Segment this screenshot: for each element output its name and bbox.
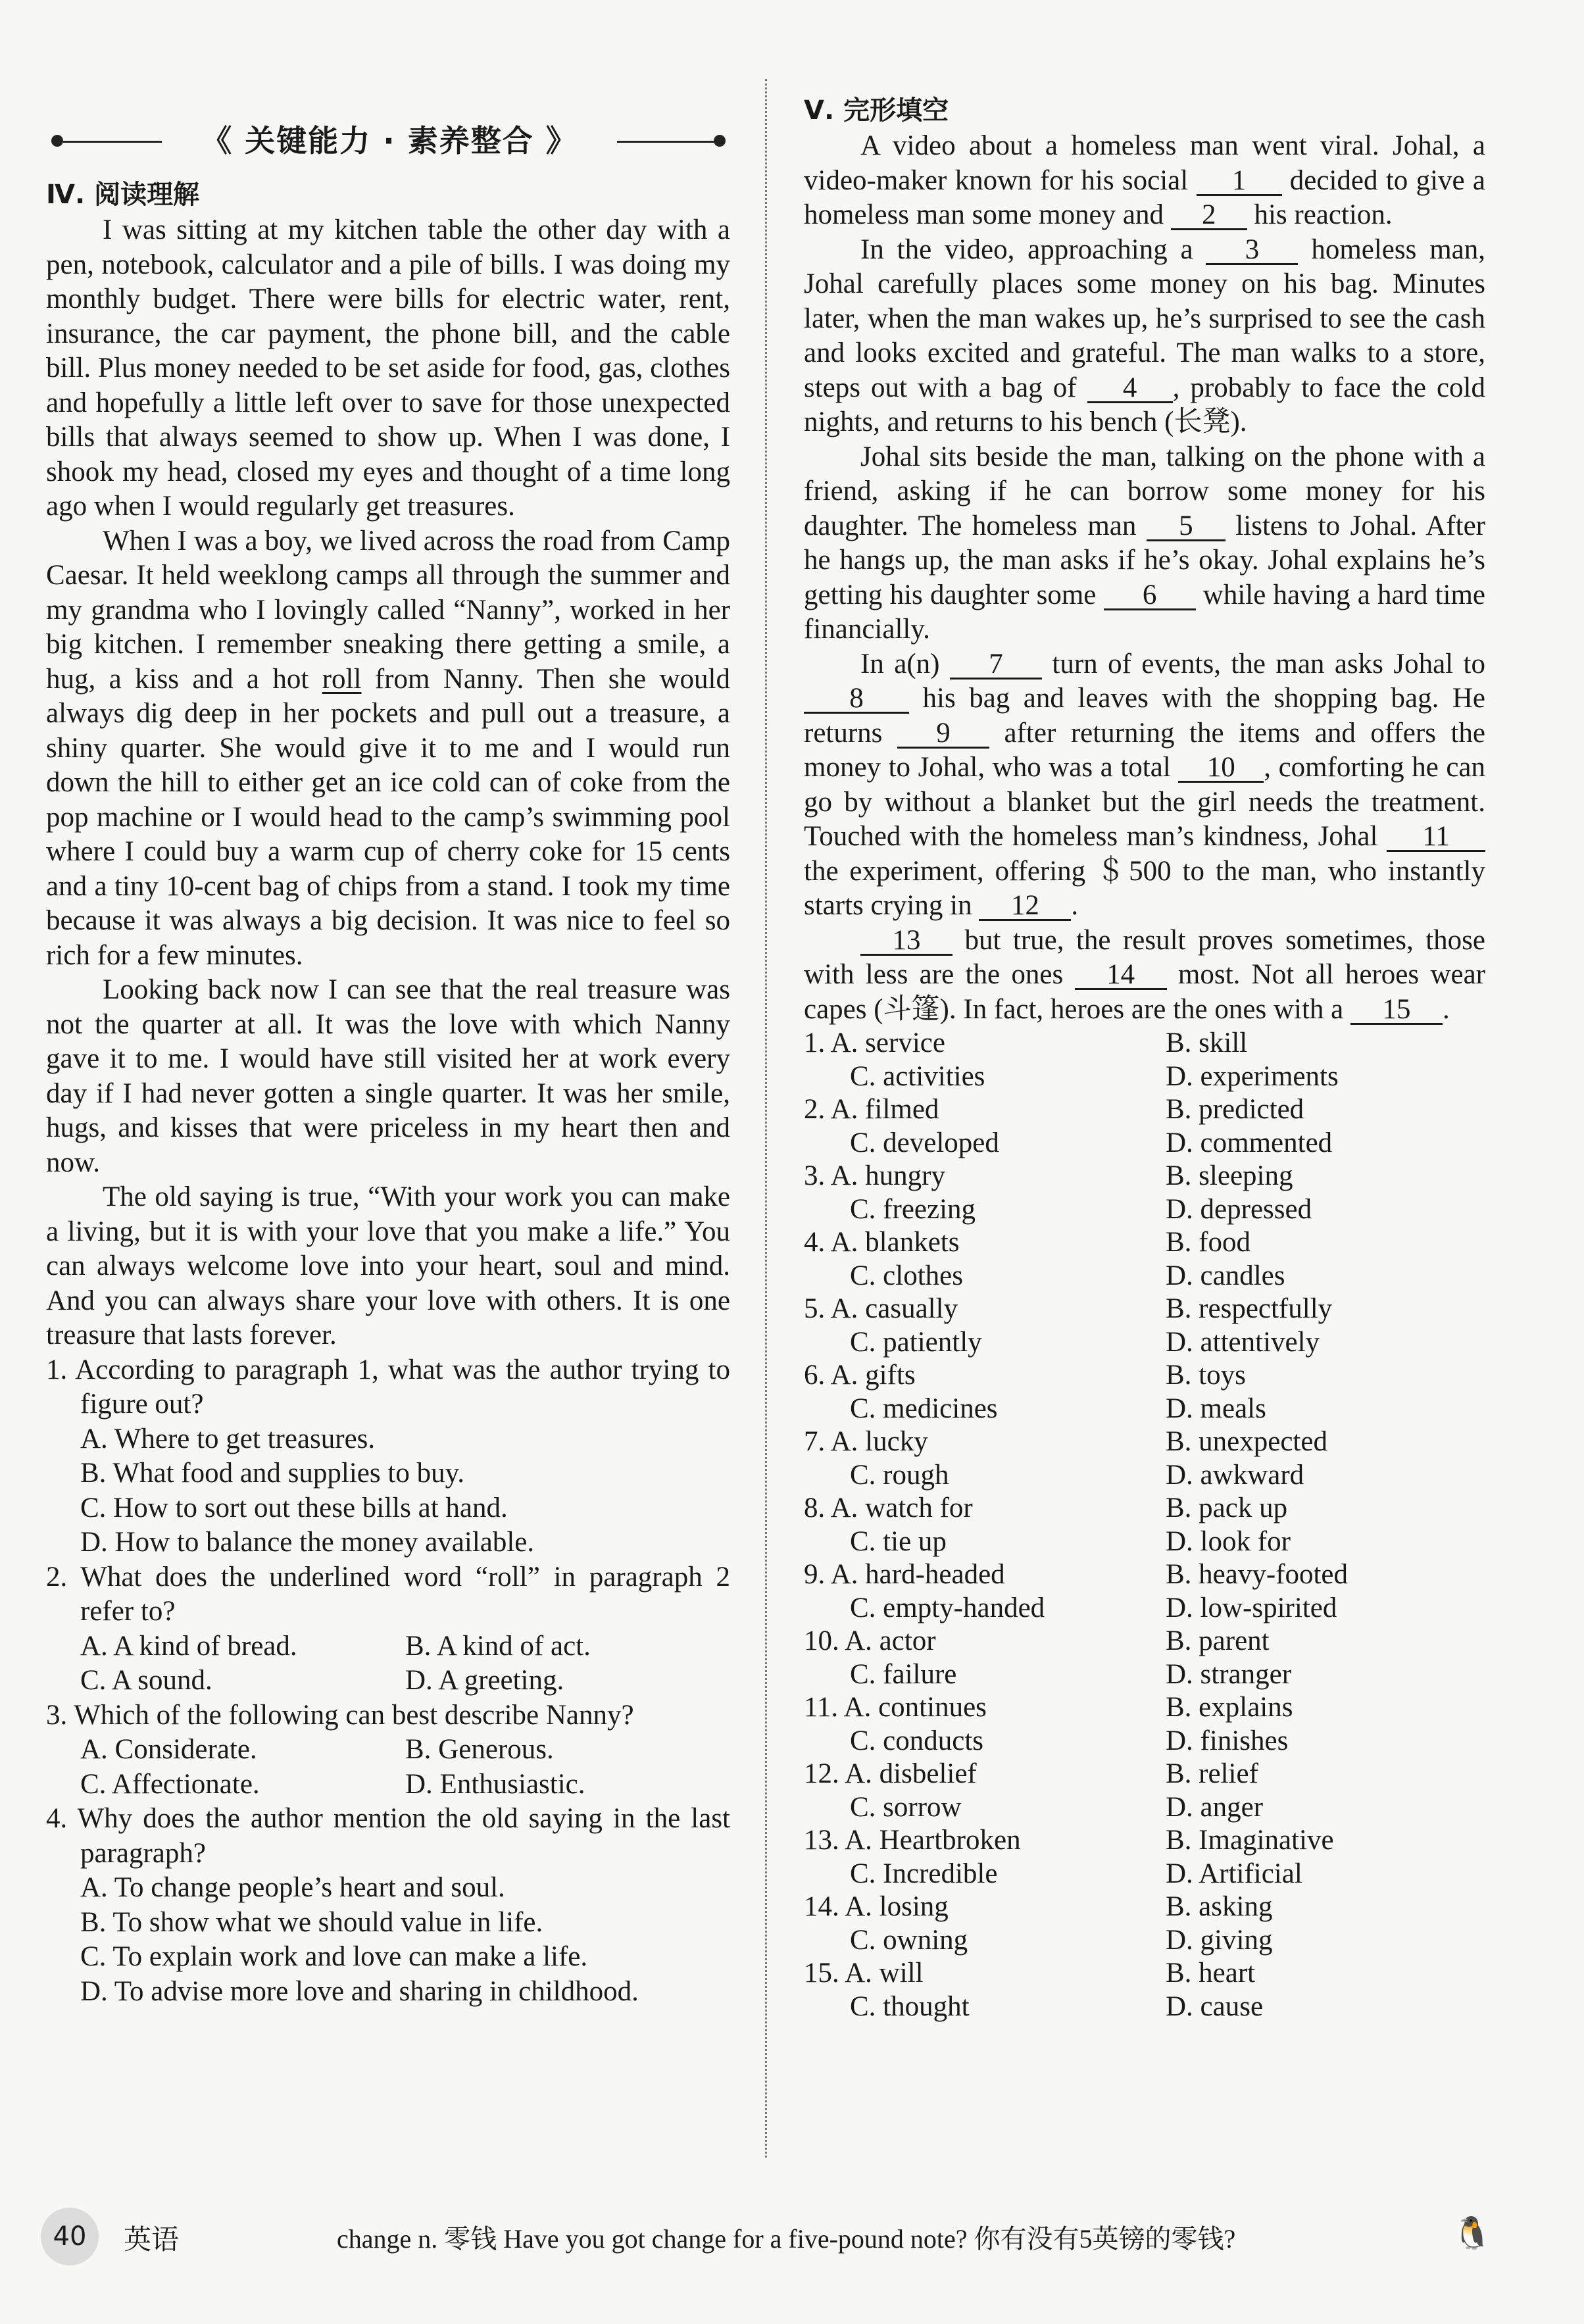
option: D. stranger [1166, 1658, 1292, 1690]
option: D. commented [1166, 1127, 1333, 1158]
cloze-option-row [804, 1725, 1485, 1758]
option: B. heart [1166, 1958, 1256, 1989]
cloze-option-row [804, 1824, 1485, 1858]
option: C. empty-handed [850, 1592, 1045, 1623]
cloze-option-row [804, 1691, 1485, 1725]
cloze-blank: 5 [1147, 513, 1225, 541]
cloze-blank: 1 [1197, 168, 1282, 196]
cloze-option-row [804, 1791, 1485, 1825]
cloze-blank: 2 [1171, 202, 1247, 230]
option: C. patiently [850, 1326, 982, 1358]
option: 13. A. Heartbroken [804, 1825, 1021, 1856]
cloze-option-row [804, 1359, 1485, 1393]
vocabulary-note: change n. 零钱 Have you got change for a five-pound note? 你有没有5英镑的零钱? [337, 2224, 1236, 2254]
reading-paragraph-2: When I was a boy, we lived across the road from Camp Caesar. It held weeklong camps all through the summer and my grandma who I lovingly called “Nanny”, worked in her big kitchen. I remember sneaking there getting a smile, a hug, a kiss and a hot roll from Nanny. Then she would always dig deep in her pockets and pull out a treasure, a shiny quarter. She would give it to me and I would run down the hill to either get an ice cold can of coke from the pop machine or I would head to the camp’s swimming pool where I could buy a warm cup of cherry coke for 15 cents and a tiny 10-cent bag of chips from a stand. I took my time because it was always a big decision. It was nice to feel so rich for a few minutes. [46, 525, 730, 971]
option: C. rough [850, 1459, 949, 1491]
banner-dot-right [714, 135, 726, 147]
cloze-option-row [804, 1425, 1485, 1459]
cloze-option-row [804, 1658, 1485, 1692]
option: B. skill [1166, 1027, 1248, 1058]
cloze-blank: 11 [1387, 824, 1485, 852]
option: C. activities [850, 1060, 985, 1092]
cloze-option-row [804, 1060, 1485, 1094]
cloze-option-row [804, 1858, 1485, 1891]
option: B. toys [1166, 1360, 1246, 1391]
option: A. To change people’s heart and soul. [80, 1872, 505, 1903]
underlined-word-roll: roll [322, 663, 362, 695]
option: 14. A. losing [804, 1891, 949, 1922]
option: A. Considerate. [80, 1734, 257, 1765]
cloze-option-row [804, 1891, 1485, 1924]
cloze-paragraph-4: In a(n) 7 turn of events, the man asks Johal to 8 his bag and leaves with the shopping bag. He returns 9 after returning the items and offers the money to Johal, who was a total 10 , comforting he can go by without a blanket but the girl needs the treatment. Touched with the homeless man’s kindness, Johal 11 the experiment, offering ＄500 to the man, who instantly starts crying in 12 . [804, 648, 1486, 921]
page-number: 40 [41, 2208, 99, 2265]
cloze-option-row [804, 1160, 1485, 1193]
cloze-option-row [804, 1326, 1485, 1360]
option: C. How to sort out these bills at hand. [80, 1492, 508, 1523]
option: D. low-spirited [1166, 1592, 1337, 1623]
section-banner-title [170, 117, 609, 164]
option: C. owning [850, 1924, 968, 1956]
cloze-paragraph-1: A video about a homeless man went viral. Johal, a video-maker known for his social 1 decided to give a homeless man some money and 2 his reaction. [804, 130, 1485, 230]
banner-dot-left [51, 135, 63, 147]
reading-question-4: 4. Why does the author mention the old saying in the last paragraph? A. To change people’s heart and soul. B. To show what we should value in life. C. To explain work and love can make a life. D. To advise more love and sharing in childhood. [46, 1802, 730, 2009]
banner-rule-left [63, 141, 162, 143]
cloze-option-row [804, 1492, 1485, 1525]
cloze-blank: 8 [804, 685, 909, 714]
reading-section-title: Ⅳ. 阅读理解 [46, 180, 200, 210]
cloze-blank: 12 [979, 893, 1071, 921]
option: D. experiments [1166, 1060, 1339, 1092]
option: B. explains [1166, 1692, 1293, 1723]
option: B. To show what we should value in life. [80, 1906, 543, 1938]
cloze-option-row [804, 1393, 1485, 1426]
option: D. finishes [1166, 1725, 1289, 1756]
option: B. Imaginative [1166, 1825, 1334, 1856]
option: 7. A. lucky [804, 1426, 928, 1457]
cloze-option-row [804, 1558, 1485, 1592]
cloze-options-list [804, 1027, 1485, 2023]
option: C. failure [850, 1658, 957, 1690]
option: C. A sound. [80, 1665, 212, 1696]
option: D. attentively [1166, 1326, 1320, 1358]
option: C. To explain work and love can make a life. [80, 1941, 588, 1972]
cloze-column [804, 92, 1485, 2023]
option: C. Incredible [850, 1858, 998, 1889]
cloze-blank: 7 [950, 651, 1042, 680]
option: B. food [1166, 1227, 1250, 1258]
option: 10. A. actor [804, 1625, 936, 1656]
option: 8. A. watch for [804, 1493, 973, 1523]
option: B. What food and supplies to buy. [80, 1458, 465, 1489]
option: B. respectfully [1166, 1293, 1333, 1324]
reading-question-1: 1. According to paragraph 1, what was the author trying to figure out? A. Where to get treasures. B. What food and supplies to buy. C. How to sort out these bills at hand. D. How to balance the money available. [46, 1353, 730, 1560]
option: 2. A. filmed [804, 1094, 939, 1125]
option: C. sorrow [850, 1791, 962, 1823]
option: 9. A. hard-headed [804, 1559, 1005, 1590]
banner-text: 关键能力 · 素养整合 [245, 123, 534, 159]
option: 1. A. service [804, 1027, 945, 1058]
cloze-blank: 15 [1350, 997, 1443, 1025]
option: C. clothes [850, 1260, 963, 1291]
cloze-option-row [804, 1293, 1485, 1326]
option: C. developed [850, 1127, 999, 1158]
column-divider [765, 79, 767, 2158]
cloze-option-row [804, 1592, 1485, 1625]
option: D. To advise more love and sharing in childhood. [80, 1975, 639, 2007]
option: B. unexpected [1166, 1426, 1327, 1457]
option: B. parent [1166, 1625, 1270, 1656]
option: C. freezing [850, 1193, 976, 1225]
option: B. sleeping [1166, 1160, 1293, 1191]
option: 5. A. casually [804, 1293, 958, 1324]
reading-question-3: 3. Which of the following can best describe Nanny? A. Considerate. B. Generous. C. Affectionate. D. Enthusiastic. [46, 1698, 730, 1802]
page-footer [0, 2204, 1584, 2276]
option: 4. A. blankets [804, 1227, 960, 1258]
cloze-blank: 3 [1206, 237, 1298, 265]
option: C. thought [850, 1990, 970, 2022]
cloze-option-row [804, 1226, 1485, 1260]
option: B. A kind of act. [405, 1630, 591, 1662]
cloze-option-row [804, 1957, 1485, 1990]
cloze-paragraph-2: In the video, approaching a 3 homeless man, Johal carefully places some money on his bag. Minutes later, when the man wakes up, he’s surprised to see the cash and looks excited and grateful. The man walks to a store, steps out with a bag of 4 , probably to face the cold nights, and returns to his bench (长凳). [804, 234, 1485, 437]
option: 6. A. gifts [804, 1360, 916, 1391]
option: A. Where to get treasures. [80, 1423, 376, 1454]
option: 12. A. disbelief [804, 1758, 977, 1789]
option: B. asking [1166, 1891, 1273, 1922]
cloze-section-title: Ⅴ. 完形填空 [804, 95, 949, 126]
option: B. Generous. [405, 1734, 554, 1765]
banner-rule-right [617, 141, 716, 143]
cloze-option-row [804, 1758, 1485, 1791]
cloze-option-row [804, 1990, 1485, 2024]
cloze-option-row [804, 1459, 1485, 1493]
cloze-option-row [804, 1093, 1485, 1127]
cloze-option-row [804, 1027, 1485, 1060]
section-banner [51, 117, 726, 164]
cloze-paragraph-5: 13 but true, the result proves sometimes, those with less are the ones 14 most. Not all heroes wear capes (斗篷). In fact, heroes are the ones with a 15 . [804, 924, 1485, 1025]
option: D. How to balance the money available. [80, 1527, 535, 1558]
option: D. cause [1166, 1990, 1264, 2022]
cloze-option-row [804, 1525, 1485, 1559]
cloze-paragraph-3: Johal sits beside the man, talking on the phone with a friend, asking if he can borrow some money for his daughter. The homeless man 5 listens to Johal. After he hangs up, the man asks if he’s okay. Johal explains he’s getting his daughter some 6 while having a hard time financially. [804, 441, 1486, 645]
option: 15. A. will [804, 1958, 924, 1989]
option: B. heavy-footed [1166, 1559, 1349, 1590]
option: D. look for [1166, 1525, 1291, 1557]
cloze-blank: 10 [1178, 754, 1264, 783]
cloze-blank: 6 [1104, 582, 1196, 610]
option: C. conducts [850, 1725, 984, 1756]
reading-column [46, 176, 730, 2009]
cloze-option-row [804, 1625, 1485, 1658]
option: D. Enthusiastic. [405, 1768, 585, 1800]
option: D. depressed [1166, 1193, 1312, 1225]
cloze-blank: 4 [1087, 375, 1173, 403]
option: C. medicines [850, 1393, 998, 1424]
option: D. A greeting. [405, 1665, 564, 1696]
cloze-option-row [804, 1260, 1485, 1293]
option: B. pack up [1166, 1493, 1288, 1523]
option: A. A kind of bread. [80, 1630, 297, 1662]
reading-question-2: 2. What does the underlined word “roll” in paragraph 2 refer to? A. A kind of bread. B. A kind of act. C. A sound. D. A greeting. [46, 1560, 730, 1698]
option: 11. A. continues [804, 1692, 987, 1723]
cloze-blank: 14 [1075, 962, 1167, 990]
option: D. Artificial [1166, 1858, 1302, 1889]
option: 3. A. hungry [804, 1160, 945, 1191]
option: D. anger [1166, 1791, 1264, 1823]
banner-deco-left: 《 [201, 123, 234, 159]
option: C. tie up [850, 1525, 947, 1557]
cloze-blank: 9 [897, 720, 989, 749]
cloze-option-row [804, 1127, 1485, 1160]
penguin-icon: 🐧 [1452, 2216, 1492, 2251]
option: C. Affectionate. [80, 1768, 260, 1800]
option: D. meals [1166, 1393, 1266, 1424]
option: D. awkward [1166, 1459, 1304, 1491]
option: D. candles [1166, 1260, 1285, 1291]
option: B. relief [1166, 1758, 1258, 1789]
reading-paragraph-3: Looking back now I can see that the real treasure was not the quarter at all. It was the love with which Nanny gave it to me. I would have still visited her at work every day if I had never gotten a single quarter. It was her smile, hugs, and kisses that were priceless in my heart then and now. [46, 974, 730, 1178]
option: B. predicted [1166, 1094, 1304, 1125]
banner-deco-right: 》 [545, 123, 578, 159]
option: D. giving [1166, 1924, 1273, 1956]
reading-paragraph-1: I was sitting at my kitchen table the other day with a pen, notebook, calculator and a pile of bills. I was doing my monthly budget. There were bills for electric water, rent, insurance, the car payment, the phone bill, and the cable bill. Plus money needed to be set aside for food, gas, clothes and hopefully a little left over to save for those unexpected bills that always seemed to show up. When I was done, I shook my head, closed my eyes and thought of a time long ago when I would regularly get treasures. [46, 214, 730, 522]
cloze-blank: 13 [860, 927, 953, 956]
reading-paragraph-4: The old saying is true, “With your work you can make a living, but it is with your love that you make a life.” You can always welcome love into your heart, soul and mind. And you can always share your love with others. It is one treasure that lasts forever. [46, 1181, 730, 1350]
cloze-option-row [804, 1193, 1485, 1227]
cloze-option-row [804, 1924, 1485, 1958]
subject-label: 英语 [124, 2223, 180, 2256]
